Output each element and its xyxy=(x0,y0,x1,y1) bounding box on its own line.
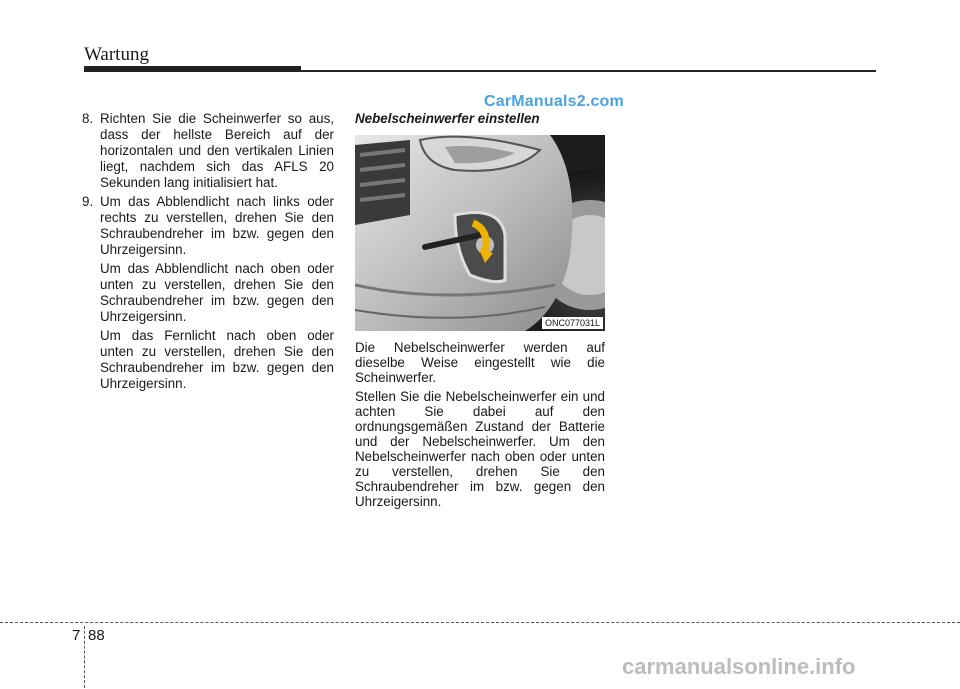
fog-lamp-intro-paragraph: Die Nebelscheinwerfer werden auf dieselbe Weise eingestellt wie die Scheinwerfer. xyxy=(355,340,605,385)
header-rule-thin xyxy=(300,70,876,72)
watermark-bottom: carmanualsonline.info xyxy=(622,654,856,679)
chapter-number: 7 xyxy=(72,627,81,644)
fog-lamp-adjustment-figure xyxy=(355,135,605,331)
fog-lamp-adjust-paragraph: Stellen Sie die Nebelscheinwerfer ein und achten Sie dabei auf den ordnungsgemäßen Zustand der Batterie und der Nebelscheinwerfer. Um den Nebelscheinwerfer nach oben oder unten zu verstellen, drehen Sie den Schraubendreher im bzw. gegen den Uhrzeigersinn. xyxy=(355,389,605,509)
low-beam-vertical-paragraph: Um das Abblendlicht nach oben oder unten zu verstellen, drehen Sie den Schraubendreher im bzw. gegen den Uhrzeigersinn. xyxy=(100,261,334,324)
fog-lamp-section-title: Nebelscheinwerfer einstellen xyxy=(355,111,540,126)
watermark-top: CarManuals2.com xyxy=(484,93,624,110)
car-front-illustration xyxy=(355,135,605,331)
high-beam-paragraph: Um das Fernlicht nach oben oder unten zu verstellen, drehen Sie den Schraubendreher im bzw. gegen den Uhrzeigersinn. xyxy=(100,328,334,391)
item-text: Richten Sie die Scheinwerfer so aus, dass der hellste Bereich auf der horizontalen und den vertikalen Linien liegt, nachdem sich das AFLS 20 Sekunden lang initialisiert hat. xyxy=(100,111,334,190)
section-header-title: Wartung xyxy=(84,44,149,65)
item-number: 9. xyxy=(82,194,94,209)
item-number: 8. xyxy=(82,111,94,126)
figure-code-label: ONC077031L xyxy=(542,317,603,329)
right-column xyxy=(355,340,605,513)
list-item xyxy=(82,194,334,258)
header-rule-thick xyxy=(84,66,301,72)
page-number: 88 xyxy=(88,627,105,644)
left-column xyxy=(82,111,334,392)
item-text: Um das Abblendlicht nach links oder rechts zu verstellen, drehen Sie den Schraubendreher im bzw. gegen den Uhrzeigersinn. xyxy=(100,194,334,257)
instruction-list xyxy=(82,111,334,258)
list-item xyxy=(82,111,334,191)
footer-divider xyxy=(84,626,85,688)
footer-rule xyxy=(0,622,960,623)
